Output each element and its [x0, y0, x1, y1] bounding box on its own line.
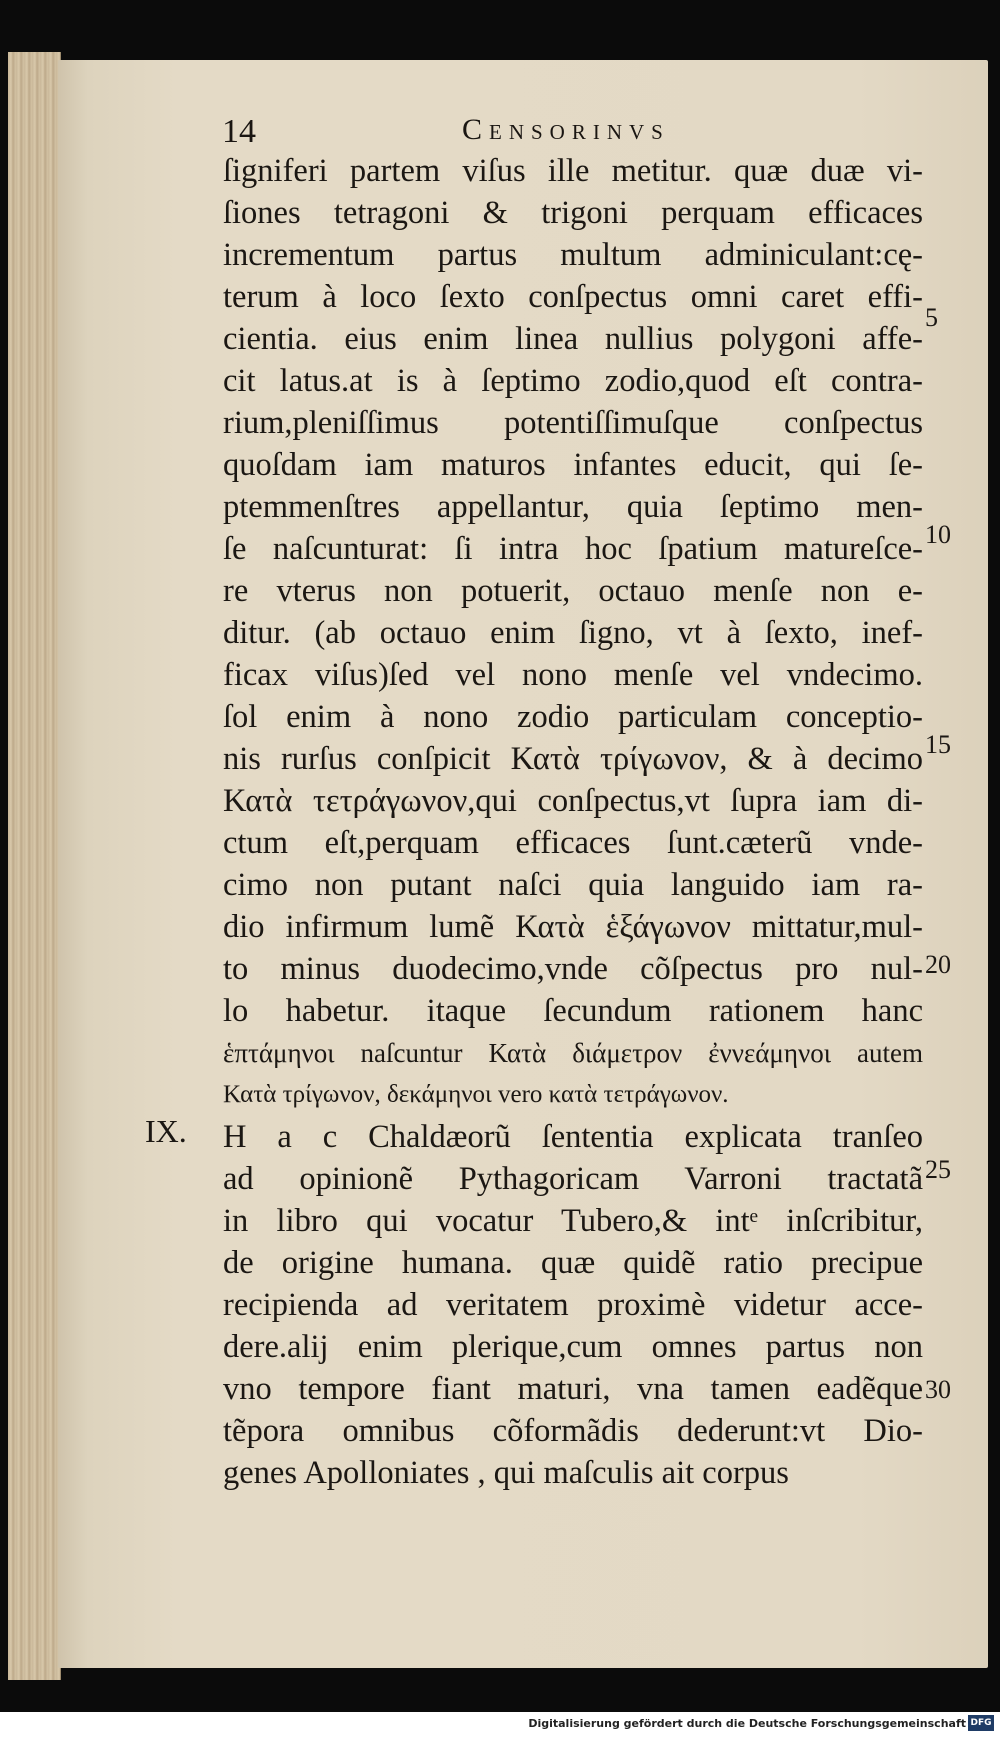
text-line: cimo non putant naſci quia languido iam ra- — [223, 867, 923, 903]
text-line: nis rurſus conſpicit Κατὰ τρίγωνον, & à decimo — [223, 741, 923, 777]
text-line: ſol enim à nono zodio particulam conceptio- — [223, 699, 923, 735]
text-line: recipienda ad veritatem proximè videtur acce- — [223, 1287, 923, 1323]
line-number: 15 — [925, 730, 951, 759]
text-line: rium,pleniſſimus potentiſſimuſque conſpectus — [223, 405, 923, 441]
text-line: ἑπτάμηνοι naſcuntur Κατὰ διάμετρον ἐννεάμηνοι autem — [223, 1038, 923, 1068]
text-line: cientia. eius enim linea nullius polygoni affe- — [223, 321, 923, 357]
footer-credit: Digitalisierung gefördert durch die Deutsche Forschungsgemeinschaft — [528, 1717, 966, 1730]
page-edges — [8, 52, 61, 1680]
page-number: 14 — [222, 113, 256, 150]
text-line: ſigniferi partem viſus ille metitur. quæ duæ vi- — [223, 153, 923, 189]
text-line: de origine humana. quæ quidẽ ratio precipue — [223, 1245, 923, 1281]
text-line: ad opinionẽ Pythagoricam Varroni tractatã — [223, 1161, 923, 1197]
text-line: cit latus.at is à ſeptimo zodio,quod eſt contra- — [223, 363, 923, 399]
text-line: incrementum partus multum adminiculant:cę- — [223, 237, 923, 273]
line-number: 20 — [925, 950, 951, 979]
page-header — [222, 113, 942, 153]
text-line: re vterus non potuerit, octauo menſe non e- — [223, 573, 923, 609]
text-line: Κατὰ τετράγωνον,qui conſpectus,vt ſupra iam di- — [223, 783, 923, 819]
text-line: ficax viſus)ſed vel nono menſe vel vndecimo. — [223, 657, 923, 693]
text-line: terum à loco ſexto conſpectus omni caret effi- — [223, 279, 923, 315]
text-block — [223, 150, 923, 1494]
text-line: ſe naſcunturat: ſi intra hoc ſpatium matureſce- — [223, 531, 923, 567]
text-line: dere.alij enim plerique,cum omnes partus non — [223, 1329, 923, 1365]
section-label: IX. — [145, 1113, 187, 1149]
text-line: genes Apolloniates , qui maſculis ait corpus — [223, 1455, 789, 1491]
text-line: lo habetur. itaque ſecundum rationem hanc — [223, 993, 923, 1029]
text-line: ditur. (ab octauo enim ſigno, vt à ſexto, inef- — [223, 615, 923, 651]
text-line: dio infirmum lumẽ Κατὰ ἑξάγωνον mittatur,mul- — [223, 909, 923, 945]
running-title: Censorinvs — [462, 113, 670, 146]
text-line: vno tempore fiant maturi, vna tamen eadẽque — [223, 1371, 923, 1407]
text-line: ctum eſt,perquam efficaces ſunt.cæterũ vnde- — [223, 825, 923, 861]
text-line: H a c Chaldæorũ ſententia explicata tranſeo — [223, 1119, 923, 1155]
text-line: Κατὰ τρίγωνον, δεκάμηνοι vero κατὰ τετράγωνον. — [223, 1081, 729, 1108]
text-line: ptemmenſtres appellantur, quia ſeptimo men- — [223, 489, 923, 525]
text-line: quoſdam iam maturos infantes educit, qui ſe- — [223, 447, 923, 483]
line-number: 30 — [925, 1375, 951, 1404]
text-line: tẽpora omnibus cõformãdis dederunt:vt Dio- — [223, 1413, 923, 1449]
text-line: ſiones tetragoni & trigoni perquam efficaces — [223, 195, 923, 231]
line-number: 25 — [925, 1155, 951, 1184]
text-line: in libro qui vocatur Tubero,& intᵉ inſcribitur, — [223, 1203, 923, 1239]
line-number: 10 — [925, 520, 951, 549]
margin-line-numbers — [925, 150, 985, 1450]
line-number: 5 — [925, 303, 938, 332]
dfg-logo-icon: DFG — [968, 1715, 994, 1731]
text-line: to minus duodecimo,vnde cõſpectus pro nul- — [223, 951, 923, 987]
